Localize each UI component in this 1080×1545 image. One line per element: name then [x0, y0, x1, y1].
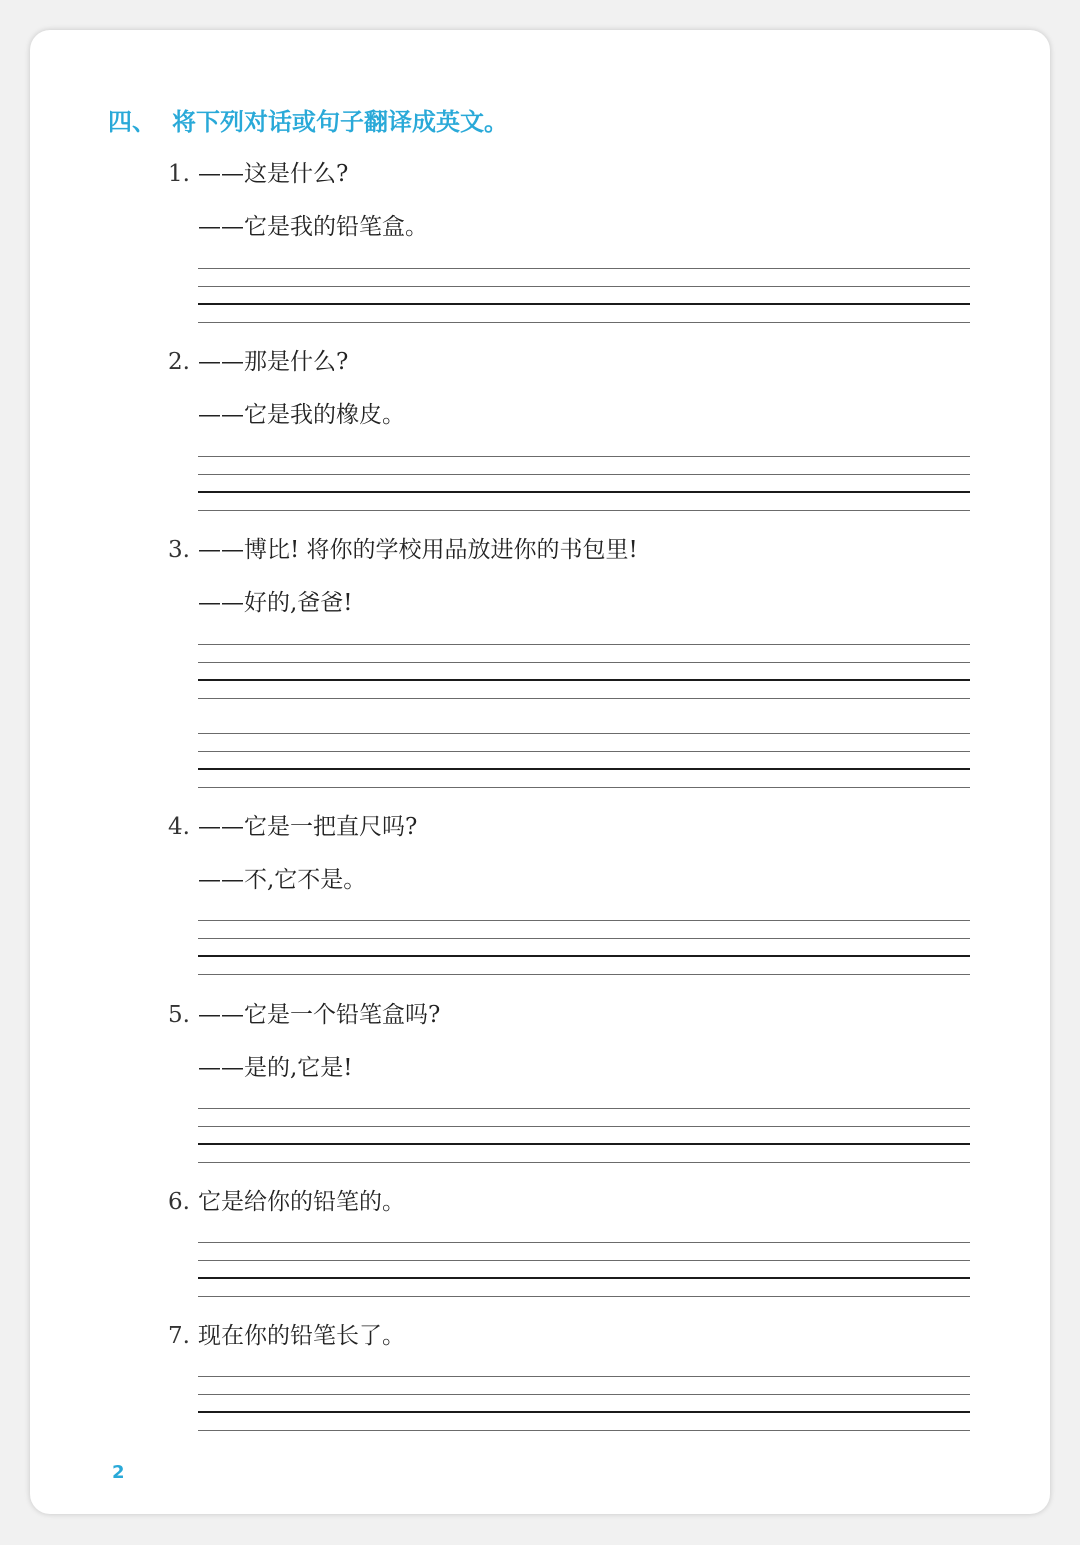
question-number: 5.	[168, 1002, 190, 1028]
section-heading	[108, 102, 508, 137]
writing-line	[198, 1260, 970, 1261]
writing-line	[198, 1126, 970, 1127]
writing-line	[198, 920, 970, 921]
question-number: 2.	[168, 349, 190, 375]
question-text: ——它是一把直尺吗?	[198, 814, 418, 840]
question-2-reply: ——它是我的橡皮。	[198, 402, 405, 428]
writing-line	[198, 474, 970, 475]
page-number: 2	[112, 1462, 125, 1483]
writing-baseline	[198, 303, 970, 305]
question-1-prompt	[168, 163, 348, 186]
writing-line	[198, 1162, 970, 1163]
writing-line	[198, 1394, 970, 1395]
writing-line	[198, 1430, 970, 1431]
writing-line	[198, 1242, 970, 1243]
writing-line	[198, 733, 970, 734]
worksheet-page	[30, 30, 1050, 1514]
writing-baseline	[198, 1143, 970, 1145]
writing-baseline	[198, 1411, 970, 1413]
section-title: 将下列对话或句子翻译成英文。	[172, 108, 508, 136]
question-text: 它是给你的铅笔的。	[198, 1189, 405, 1215]
writing-line	[198, 787, 970, 788]
writing-line	[198, 510, 970, 511]
writing-line	[198, 698, 970, 699]
question-number: 3.	[168, 537, 190, 563]
writing-baseline	[198, 491, 970, 493]
question-number: 7.	[168, 1323, 190, 1349]
section-number: 四、	[108, 108, 156, 136]
question-7-prompt	[168, 1325, 405, 1348]
writing-line	[198, 286, 970, 287]
writing-line	[198, 644, 970, 645]
question-text: ——这是什么?	[198, 161, 349, 187]
question-text: ——它是一个铅笔盒吗?	[198, 1002, 441, 1028]
question-5-reply: ——是的,它是!	[198, 1055, 353, 1081]
question-3-prompt	[168, 539, 638, 562]
question-4-prompt	[168, 816, 417, 839]
question-number: 4.	[168, 814, 190, 840]
writing-line	[198, 1108, 970, 1109]
question-text: ——博比! 将你的学校用品放进你的书包里!	[198, 537, 638, 563]
writing-line	[198, 751, 970, 752]
writing-baseline	[198, 768, 970, 770]
question-3-reply: ——好的,爸爸!	[198, 590, 353, 616]
question-number: 6.	[168, 1189, 190, 1215]
question-text: 现在你的铅笔长了。	[198, 1323, 405, 1349]
question-1-reply: ——它是我的铅笔盒。	[198, 214, 428, 240]
question-number: 1.	[168, 161, 190, 187]
writing-baseline	[198, 1277, 970, 1279]
question-text: ——那是什么?	[198, 349, 349, 375]
writing-baseline	[198, 679, 970, 681]
writing-line	[198, 268, 970, 269]
writing-line	[198, 456, 970, 457]
writing-baseline	[198, 955, 970, 957]
writing-line	[198, 974, 970, 975]
writing-line	[198, 322, 970, 323]
question-2-prompt	[168, 351, 348, 374]
question-4-reply: ——不,它不是。	[198, 867, 367, 893]
question-6-prompt	[168, 1191, 405, 1214]
question-5-prompt	[168, 1004, 440, 1027]
writing-line	[198, 938, 970, 939]
writing-line	[198, 1296, 970, 1297]
writing-line	[198, 662, 970, 663]
writing-line	[198, 1376, 970, 1377]
